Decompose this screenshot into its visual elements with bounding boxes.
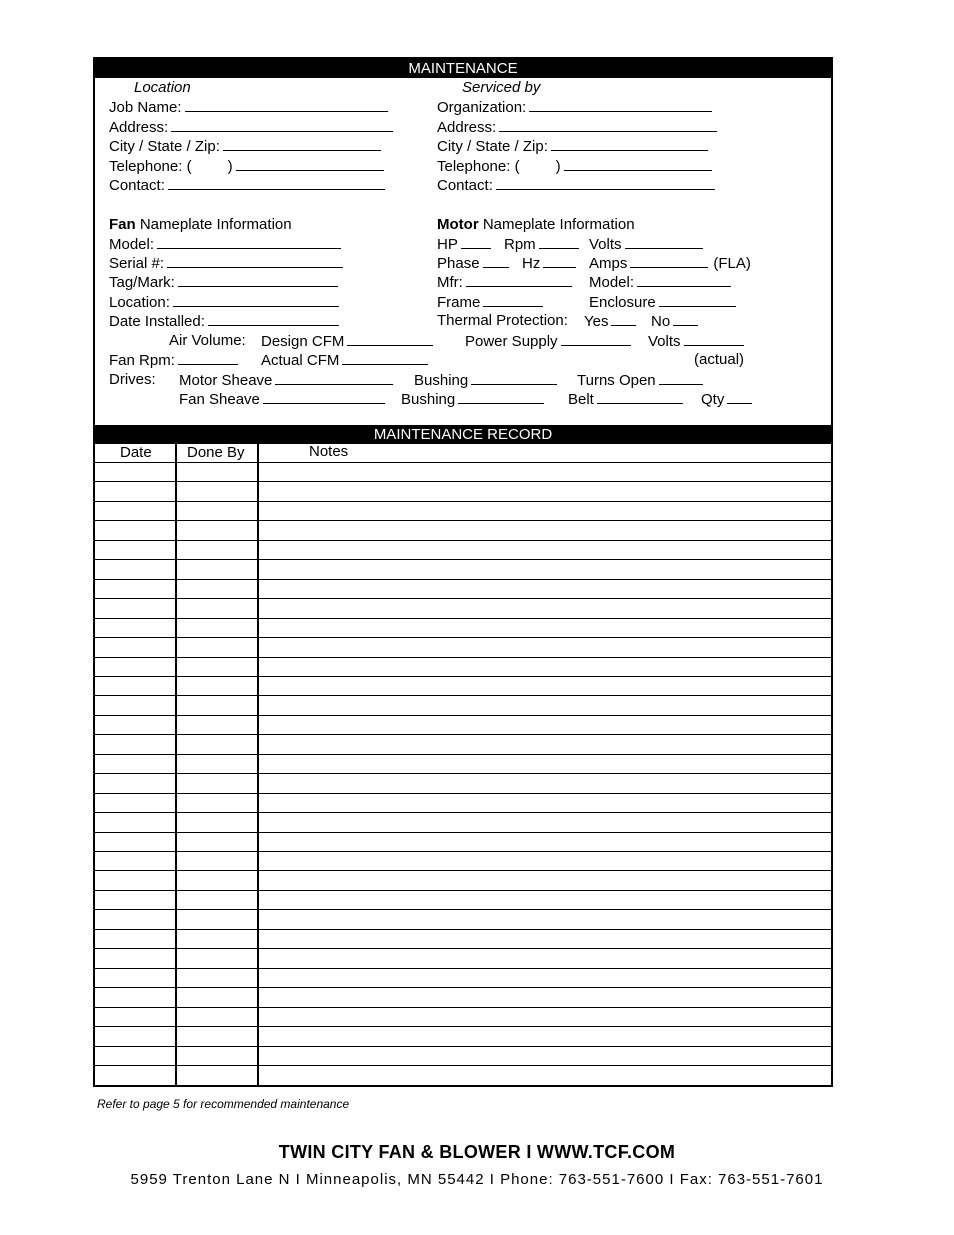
table-row-line	[95, 676, 831, 677]
maintenance-form	[93, 57, 833, 1087]
table-row-line	[95, 657, 831, 658]
table-row-line	[95, 1007, 831, 1008]
turns-open-field[interactable]: Turns Open	[577, 371, 703, 390]
service-city-field[interactable]: City / State / Zip:	[437, 137, 708, 156]
recommended-maintenance-note: Refer to page 5 for recommended maintenance	[97, 1097, 350, 1111]
table-row-line	[95, 1046, 831, 1047]
service-telephone-field[interactable]: Telephone: ( )	[437, 157, 712, 176]
table-row-line	[95, 481, 831, 482]
maintenance-record-header: MAINTENANCE RECORD	[95, 425, 831, 444]
serviced-by-heading: Serviced by	[462, 79, 541, 96]
table-row-line	[95, 1065, 831, 1066]
motor-amps-field[interactable]: Amps (FLA)	[589, 255, 751, 272]
table-row-line	[95, 559, 831, 560]
location-city-field[interactable]: City / State / Zip:	[109, 137, 381, 156]
fan-location-field[interactable]: Location:	[109, 293, 339, 312]
table-row-line	[95, 618, 831, 619]
job-name-field[interactable]: Job Name:	[109, 98, 388, 117]
belt-field[interactable]: Belt	[568, 390, 683, 409]
table-row-line	[95, 637, 831, 638]
fan-serial-field[interactable]: Serial #:	[109, 254, 343, 273]
service-address-field[interactable]: Address:	[437, 118, 717, 137]
table-row-line	[95, 929, 831, 930]
fan-date-installed-field[interactable]: Date Installed:	[109, 312, 339, 331]
motor-hp-field[interactable]: HP	[437, 235, 491, 254]
table-row-line	[95, 948, 831, 949]
motor-rpm-field[interactable]: Rpm	[504, 235, 579, 254]
actual-cfm-field[interactable]: Actual CFM	[261, 351, 428, 370]
table-row-line	[95, 1026, 831, 1027]
motor-hz-field[interactable]: Hz	[522, 254, 576, 273]
table-row-line	[95, 909, 831, 910]
service-contact-field[interactable]: Contact:	[437, 176, 715, 195]
table-row-line	[95, 734, 831, 735]
table-row-line	[95, 598, 831, 599]
location-heading: Location	[134, 79, 191, 96]
motor-model-field[interactable]: Model:	[589, 273, 731, 292]
col-done-by-header: Done By	[187, 444, 245, 461]
location-telephone-field[interactable]: Telephone: ( )	[109, 157, 384, 176]
table-row-line	[95, 462, 831, 463]
motor-mfr-field[interactable]: Mfr:	[437, 273, 572, 292]
motor-frame-field[interactable]: Frame	[437, 293, 543, 312]
organization-field[interactable]: Organization:	[437, 98, 712, 117]
actual-label: (actual)	[694, 351, 745, 368]
table-row-line	[95, 501, 831, 502]
location-address-field[interactable]: Address:	[109, 118, 393, 137]
company-address: 5959 Trenton Lane N I Minneapolis, MN 55442 I Phone: 763-551-7600 I Fax: 763-551-7601	[130, 1171, 824, 1188]
table-row-line	[95, 773, 831, 774]
motor-bushing-field[interactable]: Bushing	[414, 371, 557, 390]
motor-enclosure-field[interactable]: Enclosure	[589, 293, 736, 312]
thermal-no-field[interactable]: No	[651, 312, 698, 331]
thermal-yes-field[interactable]: Yes	[584, 312, 636, 331]
motor-volts-field[interactable]: Volts	[589, 235, 703, 254]
fan-tag-field[interactable]: Tag/Mark:	[109, 273, 338, 292]
drives-label: Drives:	[109, 371, 156, 388]
table-row-line	[95, 890, 831, 891]
company-name: TWIN CITY FAN & BLOWER I WWW.TCF.COM	[278, 1142, 676, 1162]
power-supply-volts-field[interactable]: Volts	[648, 332, 744, 351]
table-row-line	[95, 579, 831, 580]
table-row-line	[95, 715, 831, 716]
fan-sheave-field[interactable]: Fan Sheave	[179, 390, 385, 409]
motor-phase-field[interactable]: Phase	[437, 254, 509, 273]
fan-model-field[interactable]: Model:	[109, 235, 341, 254]
table-row-line	[95, 968, 831, 969]
col-notes-header: Notes	[309, 443, 349, 460]
design-cfm-field[interactable]: Design CFM	[261, 332, 433, 351]
thermal-protection-label: Thermal Protection:	[437, 312, 568, 329]
motor-sheave-field[interactable]: Motor Sheave	[179, 371, 393, 390]
table-row-line	[95, 851, 831, 852]
table-row-line	[95, 695, 831, 696]
table-row-line	[95, 987, 831, 988]
fan-rpm-field[interactable]: Fan Rpm:	[109, 351, 238, 370]
col-date-header: Date	[120, 444, 152, 461]
table-row-line	[95, 812, 831, 813]
table-row-line	[95, 754, 831, 755]
fan-nameplate-heading: Fan Nameplate Information	[109, 216, 292, 233]
power-supply-field[interactable]: Power Supply	[465, 332, 631, 351]
fan-bushing-field[interactable]: Bushing	[401, 390, 544, 409]
table-row-line	[95, 540, 831, 541]
table-row-line	[95, 793, 831, 794]
table-row-line	[95, 870, 831, 871]
qty-field[interactable]: Qty	[701, 390, 752, 409]
location-contact-field[interactable]: Contact:	[109, 176, 385, 195]
air-volume-label: Air Volume:	[169, 332, 246, 349]
table-row-line	[95, 832, 831, 833]
table-row-line	[95, 520, 831, 521]
maintenance-header: MAINTENANCE	[95, 59, 831, 78]
motor-nameplate-heading: Motor Nameplate Information	[437, 216, 635, 233]
